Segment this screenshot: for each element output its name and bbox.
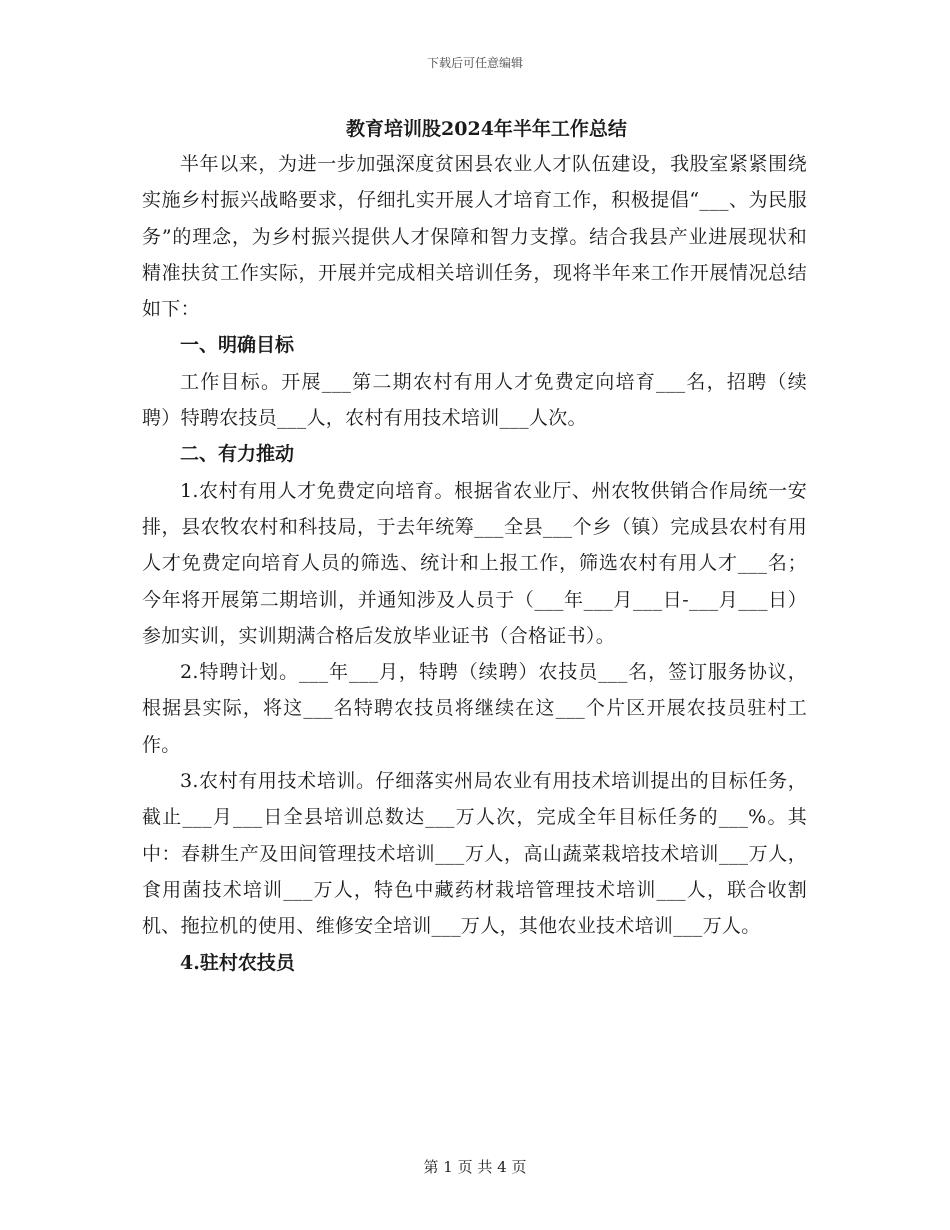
item-2-paragraph: 2.特聘计划。___年___月，特聘（续聘）农技员___名，签订服务协议，根据县实际，将这___名特聘农技员将继续在这___个片区开展农技员驻村工作。	[142, 661, 807, 756]
section-heading-goals: 一、明确目标	[180, 334, 295, 357]
goal-paragraph: 工作目标。开展___第二期农村有用人才免费定向培育___名，招聘（续聘）特聘农技员___人，农村有用技术培训___人次。	[142, 370, 807, 430]
intro-paragraph: 半年以来，为进一步加强深度贫困县农业人才队伍建设，我股室紧紧围绕实施乡村振兴战略要求，仔细扎实开展人才培育工作，积极提倡“___、为民服务”的理念，为乡村振兴提供人才保障和智力支撑。结合我县产业进展现状和精准扶贫工作实际，开展并完成相关培训任务，现将半年来工作开展情况总结如下：	[142, 153, 807, 321]
page-footer: 第 1 页 共 4 页	[423, 1158, 527, 1176]
section-heading-progress: 二、有力推动	[180, 443, 295, 466]
item-4-heading: 4.驻村农技员	[180, 951, 295, 974]
item-1-paragraph: 1.农村有用人才免费定向培育。根据省农业厅、州农牧供销合作局统一安排，县农牧农村和科技局，于去年统筹___全县___个乡（镇）完成县农村有用人才免费定向培育人员的筛选、统计和上报工作，筛选农村有用人才___名；今年将开展第二期培训，并通知涉及人员于（___年___月___日-___月___日）参加实训，实训期满合格后发放毕业证书（合格证书）。	[142, 479, 807, 647]
header-note: 下载后可任意编辑	[426, 56, 523, 70]
document-body	[142, 112, 807, 981]
document-title: 教育培训股2024年半年工作总结	[346, 118, 627, 140]
item-3-paragraph: 3.农村有用技术培训。仔细落实州局农业有用技术培训提出的目标任务，截止___月___日全县培训总数达___万人次，完成全年目标任务的___%。其中：春耕生产及田间管理技术培训___万人，高山蔬菜栽培技术培训___万人，食用菌技术培训___万人，特色中藏药材栽培管理技术培训___人，联合收割机、拖拉机的使用、维修安全培训___万人，其他农业技术培训___万人。	[142, 770, 807, 938]
